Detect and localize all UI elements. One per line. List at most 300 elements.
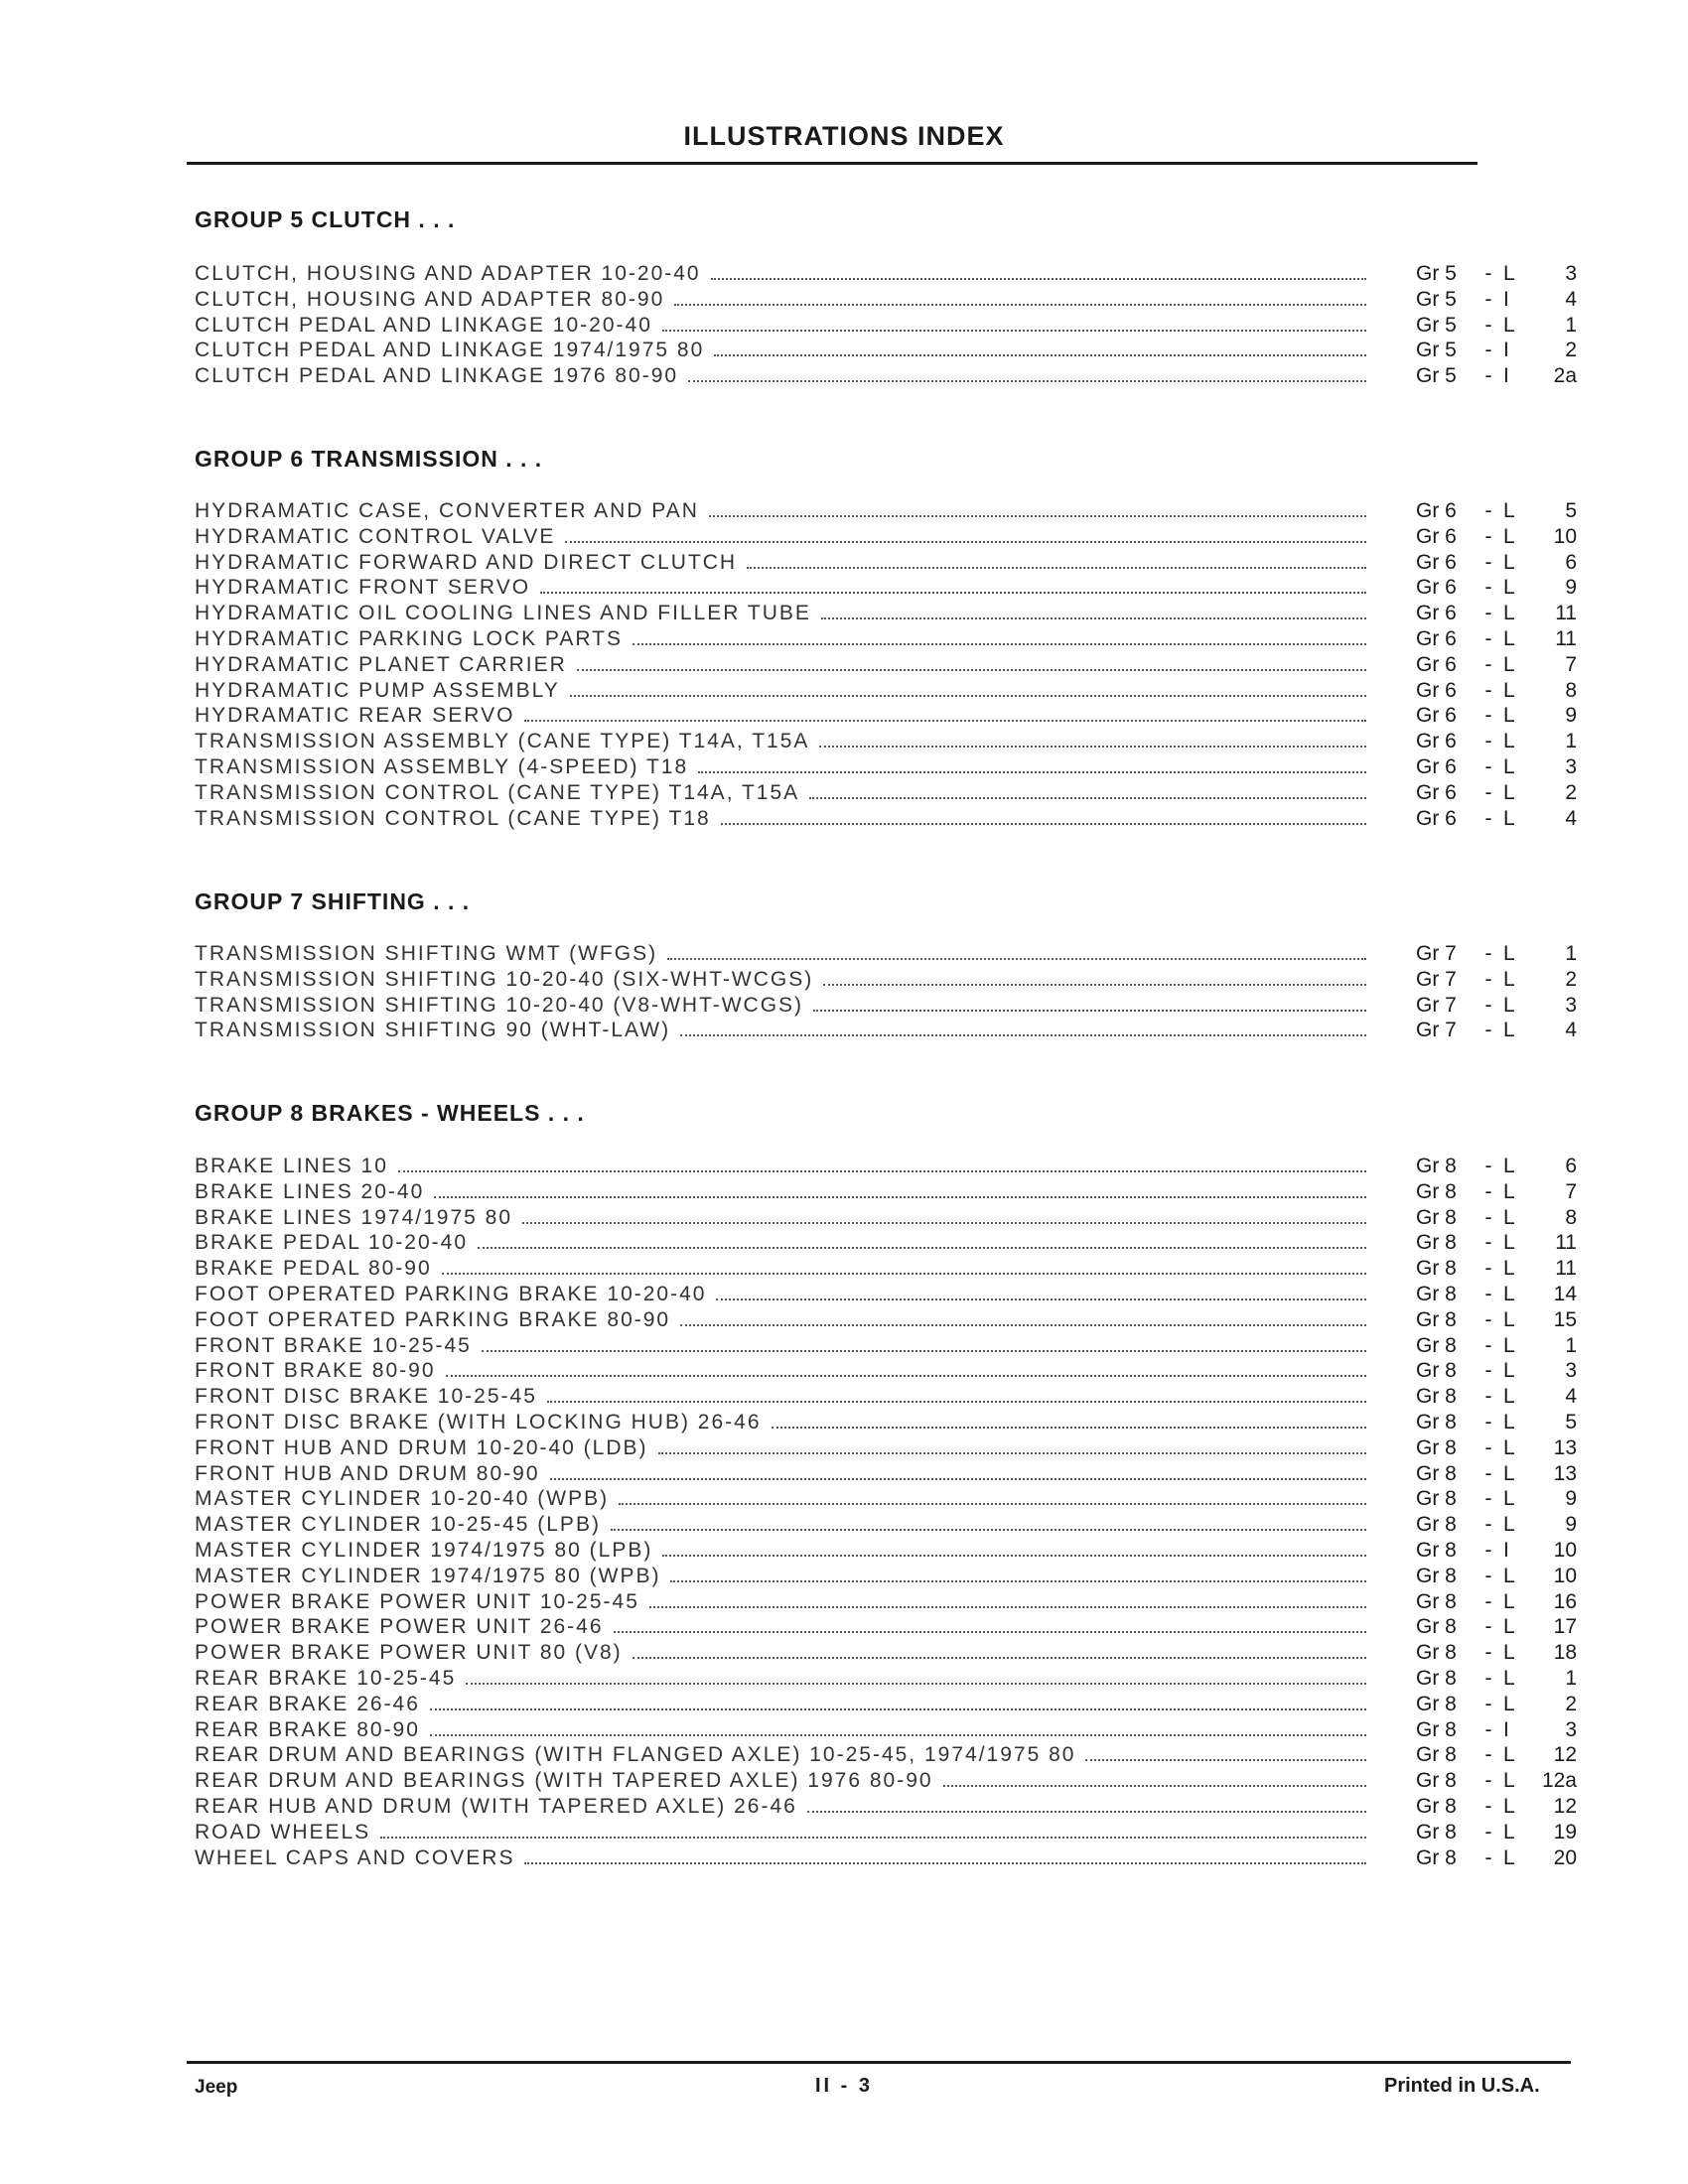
reference-group: Gr 8 [1416, 1257, 1457, 1281]
reference-number: 6 [1565, 550, 1577, 574]
reference-separator: - [1484, 1410, 1492, 1433]
entry-description-line [195, 1513, 1366, 1537]
reference-number: 3 [1565, 754, 1577, 778]
dot-leader [823, 984, 1366, 986]
reference-letter: L [1503, 730, 1515, 753]
dot-leader [943, 1785, 1366, 1787]
entry-description: BRAKE PEDAL 10-20-40 [195, 1231, 469, 1255]
entry-reference [1416, 1487, 1577, 1511]
dot-leader [662, 330, 1366, 332]
dot-leader [434, 1196, 1366, 1198]
reference-group: Gr 8 [1416, 1179, 1457, 1203]
dot-leader [809, 797, 1366, 799]
reference-letter: L [1503, 993, 1515, 1017]
reference-number: 11 [1555, 602, 1577, 625]
entry-reference [1416, 551, 1577, 575]
reference-letter: L [1503, 652, 1515, 676]
reference-letter: L [1503, 806, 1515, 830]
entry-description: HYDRAMATIC CASE, CONVERTER AND PAN [195, 499, 699, 522]
index-entry [195, 754, 1585, 780]
entry-description: CLUTCH PEDAL AND LINKAGE 10-20-40 [195, 313, 652, 337]
reference-group: Gr 5 [1416, 287, 1457, 311]
entry-reference [1416, 653, 1577, 677]
reference-letter: L [1503, 1743, 1515, 1767]
entry-description-line [195, 653, 1366, 677]
reference-separator: - [1484, 1820, 1492, 1843]
reference-separator: - [1484, 806, 1492, 830]
entry-description-line [195, 1821, 1366, 1844]
reference-letter: L [1503, 1410, 1515, 1433]
entry-description-line [195, 1718, 1366, 1742]
reference-letter: L [1503, 1845, 1515, 1869]
reference-group: Gr 8 [1416, 1307, 1457, 1331]
entry-description-line [195, 339, 1366, 362]
index-entry [195, 498, 1585, 524]
reference-letter: L [1503, 262, 1515, 285]
entry-description-line [195, 602, 1366, 625]
reference-number: 13 [1553, 1461, 1577, 1485]
reference-number: 9 [1565, 1513, 1577, 1537]
reference-separator: - [1484, 652, 1492, 676]
reference-number: 4 [1565, 1385, 1577, 1409]
reference-group: Gr 6 [1416, 550, 1457, 574]
entry-description: POWER BRAKE POWER UNIT 10-25-45 [195, 1589, 639, 1613]
reference-number: 4 [1565, 806, 1577, 830]
entries-transmission [195, 498, 1585, 831]
entry-description-line [195, 755, 1366, 779]
entry-reference [1416, 1257, 1577, 1281]
reference-number: 7 [1565, 652, 1577, 676]
reference-group: Gr 5 [1416, 262, 1457, 285]
reference-letter: L [1503, 1666, 1515, 1690]
entry-description: TRANSMISSION SHIFTING 10-20-40 (V8-WHT-WCGS) [195, 993, 804, 1017]
reference-number: 3 [1565, 993, 1577, 1017]
entry-description: TRANSMISSION SHIFTING 10-20-40 (SIX-WHT-WCGS) [195, 967, 814, 991]
dot-leader [711, 278, 1366, 280]
entry-description-line [195, 704, 1366, 728]
reference-number: 6 [1565, 1155, 1577, 1177]
entry-description: TRANSMISSION CONTROL (CANE TYPE) T14A, T15A [195, 780, 800, 804]
entry-reference [1416, 1565, 1577, 1588]
reference-number: 7 [1565, 1179, 1577, 1203]
dot-leader [709, 515, 1366, 517]
reference-letter: L [1503, 1333, 1515, 1357]
reference-letter: L [1503, 1359, 1515, 1383]
dot-leader [380, 1837, 1366, 1839]
entry-reference [1416, 968, 1577, 992]
index-entry [195, 941, 1585, 967]
reference-group: Gr 8 [1416, 1769, 1457, 1793]
reference-group: Gr 8 [1416, 1487, 1457, 1511]
entry-description: WHEEL CAPS AND COVERS [195, 1845, 515, 1869]
reference-group: Gr 8 [1416, 1333, 1457, 1357]
dot-leader [633, 643, 1366, 645]
reference-separator: - [1484, 1615, 1492, 1639]
footer-rule [187, 2061, 1571, 2064]
entry-description-line [195, 1411, 1366, 1434]
reference-number: 3 [1565, 1359, 1577, 1383]
entry-description: HYDRAMATIC FRONT SERVO [195, 576, 531, 600]
reference-number: 2a [1553, 364, 1577, 388]
reference-separator: - [1484, 1666, 1492, 1690]
entry-description-line [195, 807, 1366, 831]
entry-description-line [195, 1436, 1366, 1460]
entry-description-line [195, 1180, 1366, 1204]
reference-letter: L [1503, 1385, 1515, 1409]
entry-reference [1416, 1667, 1577, 1691]
reference-separator: - [1484, 1205, 1492, 1229]
entry-reference [1416, 627, 1577, 651]
reference-letter: L [1503, 1641, 1515, 1665]
reference-letter: L [1503, 1615, 1515, 1639]
dot-leader [1085, 1759, 1366, 1761]
entry-description: FRONT DISC BRAKE 10-25-45 [195, 1385, 537, 1409]
reference-number: 4 [1565, 287, 1577, 311]
reference-number: 13 [1553, 1435, 1577, 1459]
dot-leader [649, 1606, 1366, 1608]
reference-letter: L [1503, 754, 1515, 778]
index-entry [195, 729, 1585, 754]
index-entry [195, 1358, 1585, 1384]
reference-group: Gr 6 [1416, 524, 1457, 548]
reference-letter: L [1503, 1564, 1515, 1587]
reference-group: Gr 8 [1416, 1692, 1457, 1715]
reference-number: 12a [1541, 1769, 1577, 1793]
index-entry [195, 1486, 1585, 1512]
reference-separator: - [1484, 499, 1492, 522]
reference-group: Gr 8 [1416, 1155, 1457, 1177]
reference-separator: - [1484, 1019, 1492, 1042]
reference-number: 4 [1565, 1019, 1577, 1042]
dot-leader [714, 354, 1366, 356]
reference-letter: L [1503, 942, 1515, 965]
page-title: ILLUSTRATIONS INDEX [683, 121, 1005, 151]
dot-leader [721, 823, 1366, 825]
reference-separator: - [1484, 1461, 1492, 1485]
index-entry [195, 287, 1585, 313]
entry-reference [1416, 1615, 1577, 1639]
index-entry [195, 1564, 1585, 1589]
reference-number: 12 [1553, 1743, 1577, 1767]
entry-reference [1416, 1846, 1577, 1870]
reference-separator: - [1484, 364, 1492, 388]
entry-reference [1416, 679, 1577, 703]
entry-description: TRANSMISSION CONTROL (CANE TYPE) T18 [195, 806, 711, 830]
entry-description: REAR BRAKE 80-90 [195, 1717, 420, 1741]
entry-reference [1416, 1385, 1577, 1409]
entry-description-line [195, 1155, 1366, 1178]
entry-description-line [195, 1334, 1366, 1358]
entry-reference [1416, 1180, 1577, 1204]
entry-reference [1416, 755, 1577, 779]
reference-separator: - [1484, 1257, 1492, 1281]
reference-separator: - [1484, 1692, 1492, 1715]
reference-group: Gr 6 [1416, 626, 1457, 650]
index-entry [195, 261, 1585, 287]
reference-group: Gr 8 [1416, 1666, 1457, 1690]
entry-description-line [195, 576, 1366, 600]
entry-description-line [195, 1462, 1366, 1486]
reference-letter: L [1503, 1513, 1515, 1537]
entry-description-line [195, 1308, 1366, 1332]
reference-number: 11 [1555, 626, 1577, 650]
index-entry [195, 1384, 1585, 1410]
reference-separator: - [1484, 1359, 1492, 1383]
index-entry [195, 703, 1585, 729]
entry-reference [1416, 730, 1577, 753]
entry-description: FRONT HUB AND DRUM 10-20-40 (LDB) [195, 1435, 648, 1459]
reference-separator: - [1484, 678, 1492, 702]
reference-letter: L [1503, 1231, 1515, 1255]
reference-group: Gr 6 [1416, 754, 1457, 778]
entry-reference [1416, 1334, 1577, 1358]
reference-separator: - [1484, 524, 1492, 548]
entry-description: HYDRAMATIC PARKING LOCK PARTS [195, 626, 624, 650]
entry-description-line [195, 1641, 1366, 1665]
entry-reference [1416, 1436, 1577, 1460]
entry-description: FOOT OPERATED PARKING BRAKE 10-20-40 [195, 1282, 707, 1305]
dot-leader [674, 304, 1366, 306]
entry-reference [1416, 704, 1577, 728]
entry-reference [1416, 1769, 1577, 1793]
entry-reference [1416, 1539, 1577, 1563]
index-entry [195, 1282, 1585, 1307]
index-entry [195, 626, 1585, 652]
reference-number: 9 [1565, 576, 1577, 600]
dot-leader [614, 1631, 1366, 1633]
reference-letter: L [1503, 576, 1515, 600]
entry-description-line [195, 1565, 1366, 1588]
reference-group: Gr 6 [1416, 730, 1457, 753]
reference-letter: L [1503, 1435, 1515, 1459]
entry-description: BRAKE LINES 1974/1975 80 [195, 1205, 513, 1229]
reference-separator: - [1484, 1282, 1492, 1305]
reference-group: Gr 7 [1416, 1019, 1457, 1042]
entry-description-line [195, 1359, 1366, 1383]
dot-leader [821, 617, 1366, 619]
reference-number: 18 [1553, 1641, 1577, 1665]
entry-description: BRAKE PEDAL 80-90 [195, 1257, 432, 1281]
dot-leader [540, 592, 1366, 594]
reference-group: Gr 8 [1416, 1461, 1457, 1485]
index-entry [195, 575, 1585, 601]
entry-description-line [195, 262, 1366, 286]
reference-letter: L [1503, 1205, 1515, 1229]
dot-leader [430, 1708, 1366, 1710]
index-entry [195, 363, 1585, 389]
dot-leader [446, 1375, 1366, 1377]
reference-group: Gr 8 [1416, 1359, 1457, 1383]
reference-group: Gr 5 [1416, 364, 1457, 388]
reference-number: 3 [1565, 1717, 1577, 1741]
reference-letter: L [1503, 313, 1515, 337]
reference-number: 14 [1553, 1282, 1577, 1305]
reference-group: Gr 6 [1416, 704, 1457, 728]
entry-reference [1416, 1590, 1577, 1614]
index-entry [195, 1614, 1585, 1640]
reference-group: Gr 6 [1416, 602, 1457, 625]
index-entry [195, 524, 1585, 550]
dot-leader [570, 695, 1366, 697]
reference-number: 2 [1565, 1692, 1577, 1715]
reference-group: Gr 8 [1416, 1641, 1457, 1665]
dot-leader [680, 1034, 1366, 1036]
reference-group: Gr 5 [1416, 339, 1457, 362]
entry-reference [1416, 1206, 1577, 1230]
index-entry [195, 1230, 1585, 1256]
reference-separator: - [1484, 1307, 1492, 1331]
dot-leader [662, 1555, 1366, 1557]
reference-number: 17 [1553, 1615, 1577, 1639]
entry-description: CLUTCH, HOUSING AND ADAPTER 80-90 [195, 287, 665, 311]
reference-separator: - [1484, 262, 1492, 285]
reference-letter: L [1503, 780, 1515, 804]
reference-number: 2 [1565, 967, 1577, 991]
dot-leader [430, 1734, 1366, 1736]
entry-description-line [195, 1667, 1366, 1691]
entry-description-line [195, 994, 1366, 1018]
reference-number: 5 [1565, 1410, 1577, 1433]
entry-reference [1416, 1821, 1577, 1844]
group-heading-transmission: GROUP 6 TRANSMISSION . . . [195, 446, 543, 472]
entry-description: ROAD WHEELS [195, 1820, 371, 1843]
dot-leader [522, 1222, 1366, 1224]
reference-letter: L [1503, 1019, 1515, 1042]
dot-leader [524, 720, 1366, 722]
entry-description-line [195, 942, 1366, 966]
entry-reference [1416, 1359, 1577, 1383]
group-heading-shifting: GROUP 7 SHIFTING . . . [195, 888, 471, 914]
reference-letter: L [1503, 602, 1515, 625]
entry-reference [1416, 339, 1577, 362]
entry-description: MASTER CYLINDER 1974/1975 80 (WPB) [195, 1564, 661, 1587]
reference-number: 10 [1553, 1538, 1577, 1562]
entry-reference [1416, 1513, 1577, 1537]
index-entry [195, 1205, 1585, 1231]
reference-separator: - [1484, 1794, 1492, 1818]
reference-separator: - [1484, 1155, 1492, 1177]
dot-leader [670, 1580, 1366, 1582]
entry-reference [1416, 602, 1577, 625]
index-entry [195, 1768, 1585, 1794]
entry-description: POWER BRAKE POWER UNIT 80 (V8) [195, 1641, 623, 1665]
dot-leader [667, 958, 1366, 960]
entry-description-line [195, 1539, 1366, 1563]
entry-reference [1416, 1462, 1577, 1486]
entry-description-line [195, 1846, 1366, 1870]
entry-description-line [195, 1693, 1366, 1716]
dot-leader [819, 746, 1366, 748]
index-entry [195, 1589, 1585, 1615]
index-entry [195, 1692, 1585, 1717]
reference-number: 20 [1553, 1845, 1577, 1869]
index-entry [195, 1435, 1585, 1461]
reference-number: 9 [1565, 1487, 1577, 1511]
entry-description: REAR BRAKE 26-46 [195, 1692, 420, 1715]
reference-separator: - [1484, 626, 1492, 650]
reference-group: Gr 8 [1416, 1538, 1457, 1562]
reference-group: Gr 6 [1416, 576, 1457, 600]
reference-letter: I [1503, 364, 1509, 388]
entry-description: MASTER CYLINDER 10-20-40 (WPB) [195, 1487, 610, 1511]
entry-reference [1416, 288, 1577, 312]
entry-reference [1416, 499, 1577, 523]
dot-leader [716, 1298, 1366, 1300]
entries-shifting [195, 941, 1585, 1043]
entry-description: REAR DRUM AND BEARINGS (WITH TAPERED AXLE) 1976 80-90 [195, 1769, 933, 1793]
entry-description: HYDRAMATIC PLANET CARRIER [195, 652, 567, 676]
entry-description-line [195, 730, 1366, 753]
reference-letter: L [1503, 1589, 1515, 1613]
reference-letter: I [1503, 1538, 1509, 1562]
entry-description: TRANSMISSION ASSEMBLY (4-SPEED) T18 [195, 754, 689, 778]
reference-separator: - [1484, 1513, 1492, 1537]
reference-number: 11 [1555, 1257, 1577, 1281]
entry-description-line [195, 1487, 1366, 1511]
entry-reference [1416, 994, 1577, 1018]
entry-description-line [195, 1231, 1366, 1255]
entry-reference [1416, 1718, 1577, 1742]
entry-description-line [195, 1769, 1366, 1793]
entry-description-line [195, 1283, 1366, 1306]
reference-letter: L [1503, 704, 1515, 728]
reference-separator: - [1484, 339, 1492, 362]
entry-description: POWER BRAKE POWER UNIT 26-46 [195, 1615, 604, 1639]
reference-number: 10 [1553, 524, 1577, 548]
entry-description: REAR DRUM AND BEARINGS (WITH FLANGED AXLE) 10-25-45, 1974/1975 80 [195, 1743, 1076, 1767]
index-entry [195, 601, 1585, 626]
dot-leader [633, 1657, 1366, 1659]
reference-group: Gr 8 [1416, 1564, 1457, 1587]
reference-separator: - [1484, 1845, 1492, 1869]
dot-leader [466, 1683, 1366, 1685]
entry-description-line [195, 1257, 1366, 1281]
dot-leader [577, 669, 1366, 671]
index-entry [195, 1742, 1585, 1768]
dot-leader [478, 1247, 1366, 1249]
reference-letter: I [1503, 287, 1509, 311]
entry-description: HYDRAMATIC FORWARD AND DIRECT CLUTCH [195, 550, 738, 574]
dot-leader [807, 1811, 1366, 1813]
index-entry [195, 1333, 1585, 1359]
reference-number: 2 [1565, 780, 1577, 804]
entry-description-line [195, 551, 1366, 575]
entry-description-line [195, 1385, 1366, 1409]
entry-description-line [195, 1743, 1366, 1767]
dot-leader [619, 1503, 1366, 1505]
entry-description-line [195, 314, 1366, 338]
entry-reference [1416, 1411, 1577, 1434]
reference-group: Gr 6 [1416, 678, 1457, 702]
entry-description-line [195, 288, 1366, 312]
reference-number: 9 [1565, 704, 1577, 728]
reference-group: Gr 8 [1416, 1845, 1457, 1869]
entries-brakes-wheels [195, 1154, 1585, 1870]
entry-reference [1416, 1283, 1577, 1306]
reference-separator: - [1484, 1179, 1492, 1203]
reference-number: 12 [1553, 1794, 1577, 1818]
reference-letter: L [1503, 1692, 1515, 1715]
entry-description: BRAKE LINES 10 [195, 1155, 388, 1177]
reference-group: Gr 8 [1416, 1717, 1457, 1741]
reference-separator: - [1484, 1589, 1492, 1613]
reference-letter: L [1503, 678, 1515, 702]
dot-leader [813, 1010, 1366, 1012]
reference-letter: L [1503, 1487, 1515, 1511]
index-entry [195, 678, 1585, 704]
entry-reference [1416, 525, 1577, 549]
reference-number: 1 [1565, 1666, 1577, 1690]
